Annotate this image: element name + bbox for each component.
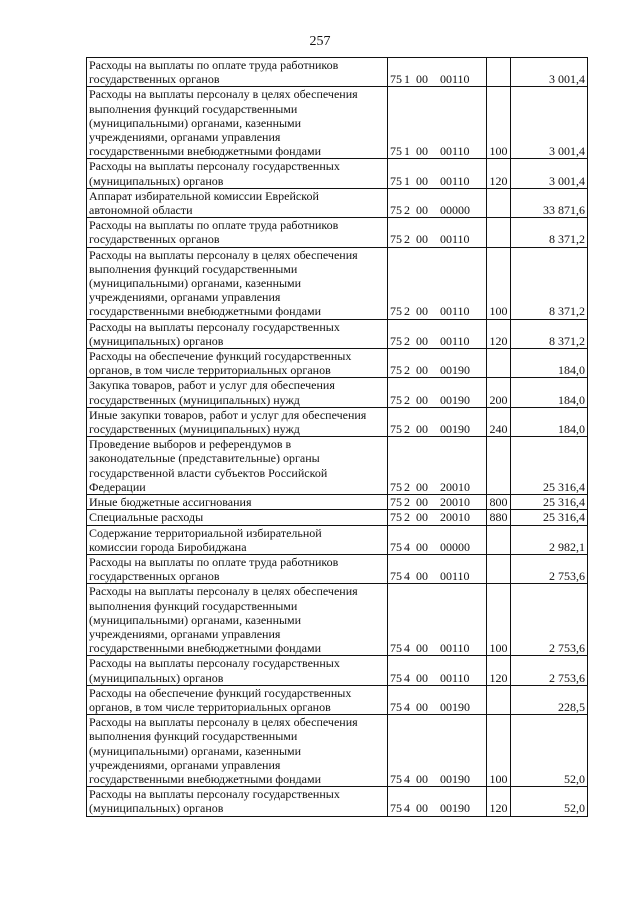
expense-name-cell xyxy=(87,525,388,554)
expense-type-cell: 240 xyxy=(487,407,511,436)
expense-type-cell: 100 xyxy=(487,715,511,787)
code-segment: 4 xyxy=(404,539,410,554)
expense-name-cell xyxy=(87,715,388,787)
code-segment: 00190 xyxy=(440,363,470,378)
expense-name-line: Содержание территориальной избирательной xyxy=(89,525,322,540)
expense-name-line: государственных органов xyxy=(89,232,220,247)
expense-name-line: государственных органов xyxy=(89,72,220,87)
table-row xyxy=(87,685,588,714)
code-segment: 00 xyxy=(416,363,428,378)
expense-name-line: Расходы на выплаты персоналу государственных xyxy=(89,159,340,174)
expense-type-cell: 880 xyxy=(487,510,511,525)
expense-name-line: Специальные расходы xyxy=(89,510,204,525)
code-segment: 00190 xyxy=(440,392,470,407)
expense-name-cell xyxy=(87,510,388,525)
code-segment: 00110 xyxy=(440,304,470,319)
expense-name-line: Расходы на выплаты персоналу в целях обеспечения xyxy=(89,87,358,102)
target-article-code-cell xyxy=(388,437,487,495)
expense-name-line: выполнения функций государственными xyxy=(89,729,298,744)
code-segment: 20010 xyxy=(440,479,470,494)
code-segment: 00 xyxy=(416,510,428,525)
code-segment: 00 xyxy=(416,144,428,159)
code-segment: 00190 xyxy=(440,422,470,437)
code-segment: 4 xyxy=(404,569,410,584)
code-segment: 75 xyxy=(390,699,402,714)
code-segment: 1 xyxy=(404,72,410,87)
expense-name-cell xyxy=(87,685,388,714)
expense-type-cell: 800 xyxy=(487,495,511,510)
target-article-code-cell xyxy=(388,787,487,816)
amount-cell: 3 001,4 xyxy=(511,58,588,87)
target-article-code-cell xyxy=(388,685,487,714)
code-segment: 20010 xyxy=(440,495,470,510)
expense-type-cell: 100 xyxy=(487,87,511,159)
expense-name-line: (муниципальных) органов xyxy=(89,173,224,188)
code-segment: 75 xyxy=(390,173,402,188)
target-article-code-cell xyxy=(388,656,487,685)
target-article-code-cell xyxy=(388,378,487,407)
amount-cell: 2 753,6 xyxy=(511,584,588,656)
expense-name-line: Федерации xyxy=(89,479,146,494)
expense-name-line: (муниципальных) органов xyxy=(89,333,224,348)
expense-name-line: Расходы на выплаты персоналу государственных xyxy=(89,319,340,334)
expense-name-cell xyxy=(87,349,388,378)
target-article-code-cell xyxy=(388,58,487,87)
code-segment: 00 xyxy=(416,699,428,714)
code-segment: 00 xyxy=(416,539,428,554)
target-article-code-cell xyxy=(388,247,487,319)
code-segment: 00 xyxy=(416,771,428,786)
expense-type-cell: 120 xyxy=(487,787,511,816)
code-segment: 4 xyxy=(404,801,410,816)
code-segment: 2 xyxy=(404,232,410,247)
expense-name-line: государственных (муниципальных) нужд xyxy=(89,392,300,407)
expense-name-cell xyxy=(87,188,388,217)
code-segment: 20010 xyxy=(440,510,470,525)
code-segment: 75 xyxy=(390,144,402,159)
code-segment: 2 xyxy=(404,510,410,525)
expense-name-cell xyxy=(87,554,388,583)
amount-cell: 228,5 xyxy=(511,685,588,714)
table-row xyxy=(87,247,588,319)
code-segment: 4 xyxy=(404,771,410,786)
expense-name-cell xyxy=(87,378,388,407)
code-segment: 75 xyxy=(390,72,402,87)
expense-type-cell xyxy=(487,349,511,378)
amount-cell: 52,0 xyxy=(511,787,588,816)
amount-cell: 3 001,4 xyxy=(511,87,588,159)
amount-cell: 8 371,2 xyxy=(511,247,588,319)
expense-name-line: Расходы на выплаты персоналу в целях обеспечения xyxy=(89,715,358,730)
code-segment: 75 xyxy=(390,641,402,656)
code-segment: 75 xyxy=(390,392,402,407)
expense-name-line: государственных (муниципальных) нужд xyxy=(89,422,300,437)
expense-type-cell xyxy=(487,218,511,247)
expense-name-cell xyxy=(87,247,388,319)
code-segment: 75 xyxy=(390,422,402,437)
code-segment: 00 xyxy=(416,422,428,437)
expense-type-cell xyxy=(487,58,511,87)
code-segment: 75 xyxy=(390,495,402,510)
code-segment: 00 xyxy=(416,479,428,494)
code-segment: 00000 xyxy=(440,539,470,554)
expense-name-line: Иные бюджетные ассигнования xyxy=(89,495,252,510)
expense-name-line: органов, в том числе территориальных органов xyxy=(89,363,331,378)
amount-cell: 8 371,2 xyxy=(511,319,588,348)
expense-name-cell xyxy=(87,407,388,436)
table-row xyxy=(87,715,588,787)
code-segment: 75 xyxy=(390,203,402,218)
table-row xyxy=(87,495,588,510)
expense-type-cell: 200 xyxy=(487,378,511,407)
expense-name-line: Расходы на выплаты персоналу государственных xyxy=(89,656,340,671)
code-segment: 75 xyxy=(390,510,402,525)
target-article-code-cell xyxy=(388,349,487,378)
expense-name-line: государственными внебюджетными фондами xyxy=(89,771,322,786)
target-article-code-cell xyxy=(388,218,487,247)
expense-type-cell: 100 xyxy=(487,247,511,319)
expense-name-line: учреждениями, органами управления xyxy=(89,626,281,641)
code-segment: 2 xyxy=(404,363,410,378)
amount-cell: 25 316,4 xyxy=(511,437,588,495)
amount-cell: 2 982,1 xyxy=(511,525,588,554)
table-row xyxy=(87,218,588,247)
expense-name-line: (муниципальных) органов xyxy=(89,670,224,685)
table-row xyxy=(87,787,588,816)
code-segment: 00 xyxy=(416,72,428,87)
expense-type-cell: 120 xyxy=(487,656,511,685)
expense-name-cell xyxy=(87,159,388,188)
table-row xyxy=(87,188,588,217)
code-segment: 2 xyxy=(404,392,410,407)
code-segment: 00 xyxy=(416,304,428,319)
code-segment: 1 xyxy=(404,144,410,159)
code-segment: 75 xyxy=(390,232,402,247)
table-row xyxy=(87,510,588,525)
amount-cell: 33 871,6 xyxy=(511,188,588,217)
expense-name-line: (муниципальными) органами, казенными xyxy=(89,743,302,758)
expense-name-line: выполнения функций государственными xyxy=(89,101,298,116)
expense-name-line: Расходы на выплаты по оплате труда работников xyxy=(89,554,339,569)
target-article-code-cell xyxy=(388,525,487,554)
target-article-code-cell xyxy=(388,87,487,159)
budget-table-body xyxy=(87,58,588,817)
code-segment: 00 xyxy=(416,333,428,348)
amount-cell: 25 316,4 xyxy=(511,495,588,510)
budget-table xyxy=(86,57,588,817)
expense-type-cell xyxy=(487,685,511,714)
expense-name-line: Расходы на обеспечение функций государственных xyxy=(89,349,352,364)
code-segment: 4 xyxy=(404,641,410,656)
table-row xyxy=(87,159,588,188)
table-row xyxy=(87,437,588,495)
expense-name-cell xyxy=(87,656,388,685)
expense-name-cell xyxy=(87,437,388,495)
code-segment: 75 xyxy=(390,479,402,494)
code-segment: 00 xyxy=(416,569,428,584)
table-row xyxy=(87,349,588,378)
table-row xyxy=(87,584,588,656)
expense-name-line: государственной власти субъектов Российской xyxy=(89,465,328,480)
code-segment: 00110 xyxy=(440,144,470,159)
table-row xyxy=(87,378,588,407)
expense-type-cell xyxy=(487,554,511,583)
expense-name-line: государственными внебюджетными фондами xyxy=(89,144,322,159)
expense-name-line: выполнения функций государственными xyxy=(89,261,298,276)
target-article-code-cell xyxy=(388,554,487,583)
expense-name-line: государственными внебюджетными фондами xyxy=(89,641,322,656)
expense-name-line: (муниципальными) органами, казенными xyxy=(89,276,302,291)
amount-cell: 184,0 xyxy=(511,349,588,378)
expense-name-line: государственных органов xyxy=(89,569,220,584)
expense-name-line: комиссии города Биробиджана xyxy=(89,539,247,554)
code-segment: 00110 xyxy=(440,173,470,188)
target-article-code-cell xyxy=(388,407,487,436)
code-segment: 4 xyxy=(404,699,410,714)
expense-name-line: Расходы на выплаты персоналу в целях обеспечения xyxy=(89,584,358,599)
code-segment: 00 xyxy=(416,801,428,816)
expense-type-cell xyxy=(487,525,511,554)
target-article-code-cell xyxy=(388,584,487,656)
table-row xyxy=(87,554,588,583)
code-segment: 2 xyxy=(404,203,410,218)
code-segment: 00110 xyxy=(440,333,470,348)
code-segment: 00 xyxy=(416,670,428,685)
table-row xyxy=(87,58,588,87)
code-segment: 00190 xyxy=(440,771,470,786)
expense-type-cell: 120 xyxy=(487,159,511,188)
expense-name-cell xyxy=(87,218,388,247)
table-row xyxy=(87,319,588,348)
expense-name-line: Расходы на обеспечение функций государственных xyxy=(89,685,352,700)
table-row xyxy=(87,525,588,554)
page-number: 257 xyxy=(309,34,331,49)
code-segment: 2 xyxy=(404,495,410,510)
code-segment: 00 xyxy=(416,203,428,218)
expense-name-line: Закупка товаров, работ и услуг для обеспечения xyxy=(89,378,335,393)
expense-type-cell: 120 xyxy=(487,319,511,348)
code-segment: 75 xyxy=(390,363,402,378)
code-segment: 00110 xyxy=(440,641,470,656)
code-segment: 00110 xyxy=(440,232,470,247)
code-segment: 00 xyxy=(416,495,428,510)
expense-name-cell xyxy=(87,87,388,159)
code-segment: 00110 xyxy=(440,72,470,87)
code-segment: 75 xyxy=(390,771,402,786)
target-article-code-cell xyxy=(388,510,487,525)
expense-name-line: (муниципальных) органов xyxy=(89,801,224,816)
expense-name-cell xyxy=(87,495,388,510)
expense-name-line: учреждениями, органами управления xyxy=(89,130,281,145)
table-row xyxy=(87,407,588,436)
expense-name-line: государственными внебюджетными фондами xyxy=(89,304,322,319)
code-segment: 75 xyxy=(390,670,402,685)
code-segment: 75 xyxy=(390,304,402,319)
expense-type-cell: 100 xyxy=(487,584,511,656)
code-segment: 2 xyxy=(404,479,410,494)
amount-cell: 184,0 xyxy=(511,407,588,436)
code-segment: 00 xyxy=(416,641,428,656)
table-row xyxy=(87,87,588,159)
expense-name-line: Аппарат избирательной комиссии Еврейской xyxy=(89,188,319,203)
amount-cell: 8 371,2 xyxy=(511,218,588,247)
code-segment: 00000 xyxy=(440,203,470,218)
amount-cell: 25 316,4 xyxy=(511,510,588,525)
code-segment: 00190 xyxy=(440,699,470,714)
code-segment: 75 xyxy=(390,539,402,554)
expense-name-line: органов, в том числе территориальных органов xyxy=(89,699,331,714)
table-row xyxy=(87,656,588,685)
code-segment: 2 xyxy=(404,304,410,319)
code-segment: 4 xyxy=(404,670,410,685)
amount-cell: 52,0 xyxy=(511,715,588,787)
code-segment: 2 xyxy=(404,333,410,348)
code-segment: 75 xyxy=(390,333,402,348)
expense-type-cell xyxy=(487,188,511,217)
code-segment: 00 xyxy=(416,173,428,188)
expense-name-line: (муниципальными) органами, казенными xyxy=(89,612,302,627)
expense-name-line: Расходы на выплаты персоналу государственных xyxy=(89,787,340,802)
expense-name-line: (муниципальными) органами, казенными xyxy=(89,115,302,130)
expense-name-cell xyxy=(87,787,388,816)
target-article-code-cell xyxy=(388,159,487,188)
expense-name-line: учреждениями, органами управления xyxy=(89,757,281,772)
amount-cell: 184,0 xyxy=(511,378,588,407)
expense-name-line: Расходы на выплаты персоналу в целях обеспечения xyxy=(89,247,358,262)
expense-name-line: законодательные (представительные) органы xyxy=(89,451,320,466)
code-segment: 75 xyxy=(390,801,402,816)
expense-name-cell xyxy=(87,58,388,87)
code-segment: 00 xyxy=(416,392,428,407)
expense-name-line: учреждениями, органами управления xyxy=(89,290,281,305)
amount-cell: 2 753,6 xyxy=(511,656,588,685)
expense-name-line: выполнения функций государственными xyxy=(89,598,298,613)
target-article-code-cell xyxy=(388,715,487,787)
target-article-code-cell xyxy=(388,188,487,217)
amount-cell: 2 753,6 xyxy=(511,554,588,583)
expense-type-cell xyxy=(487,437,511,495)
expense-name-cell xyxy=(87,319,388,348)
expense-name-line: Расходы на выплаты по оплате труда работников xyxy=(89,58,339,72)
amount-cell: 3 001,4 xyxy=(511,159,588,188)
target-article-code-cell xyxy=(388,319,487,348)
code-segment: 00110 xyxy=(440,670,470,685)
code-segment: 00190 xyxy=(440,801,470,816)
code-segment: 00 xyxy=(416,232,428,247)
expense-name-line: автономной области xyxy=(89,203,193,218)
expense-name-line: Расходы на выплаты по оплате труда работников xyxy=(89,218,339,233)
code-segment: 75 xyxy=(390,569,402,584)
code-segment: 1 xyxy=(404,173,410,188)
expense-name-cell xyxy=(87,584,388,656)
code-segment: 00110 xyxy=(440,569,470,584)
expense-name-line: Проведение выборов и референдумов в xyxy=(89,437,292,452)
expense-name-line: Иные закупки товаров, работ и услуг для обеспечения xyxy=(89,407,367,422)
target-article-code-cell xyxy=(388,495,487,510)
code-segment: 2 xyxy=(404,422,410,437)
